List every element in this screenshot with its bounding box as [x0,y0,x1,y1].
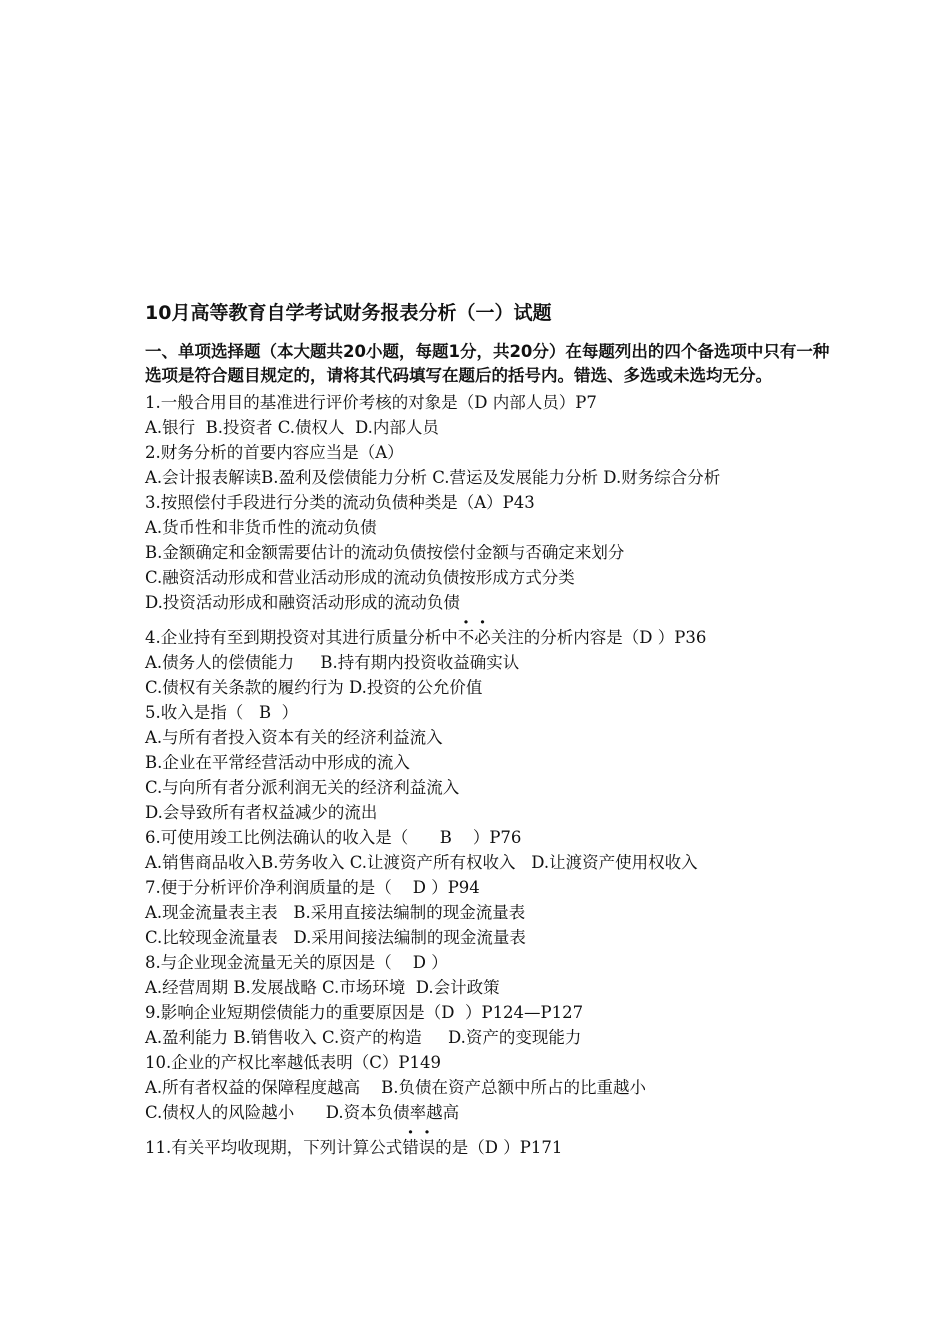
question-7: 7.便于分析评价净利润质量的是（ D ）P94 [145,878,480,897]
emphasis-char: 必 [474,628,491,647]
page-title: 10月高等教育自学考试财务报表分析（一）试题 [145,302,552,324]
question-7-options-cd: C.比较现金流量表 D.采用间接法编制的现金流量表 [145,928,526,947]
section-heading: 一、单项选择题（本大题共20小题，每题1分，共20分）在每题列出的四个备选项中只有一种选项是符合题目规定的，请将其代码填写在题后的括号内。错选、多选或未选均无分。 [145,342,830,385]
emphasis-char: 误 [418,1138,436,1157]
emphasis-char: 错 [402,1138,419,1157]
question-7-options-ab: A.现金流量表主表 B.采用直接法编制的现金流量表 [145,903,526,922]
question-5: 5.收入是指（ B ） [145,703,299,722]
question-3-option-a: A.货币性和非货币性的流动负债 [145,518,377,537]
question-2-options: A.会计报表解读B.盈利及偿债能力分析 C.营运及发展能力分析 D.财务综合分析 [145,468,721,487]
question-4-options-ab: A.债务人的偿债能力 B.持有期内投资收益确实认 [145,653,520,672]
question-3-option-b: B.金额确定和金额需要估计的流动负债按偿付金额与否确定来划分 [145,543,625,562]
question-4 [145,625,845,650]
question-11 [145,1135,845,1160]
question-9: 9.影响企业短期偿债能力的重要原因是（D ）P124—P127 [145,1003,584,1022]
question-8-options: A.经营周期 B.发展战略 C.市场环境 D.会计政策 [145,978,500,997]
question-3-option-d: D.投资活动形成和融资活动形成的流动负债 [145,593,460,612]
question-2: 2.财务分析的首要内容应当是（A） [145,443,404,462]
exam-page [145,300,845,1160]
question-6-options: A.销售商品收入B.劳务收入 C.让渡资产所有权收入 D.让渡资产使用权收入 [145,853,698,872]
question-4-text-end: 关注的分析内容是（D ）P36 [490,628,707,647]
question-10-options-ab: A.所有者权益的保障程度越高 B.负债在资产总额中所占的比重越小 [145,1078,647,1097]
question-10: 10.企业的产权比率越低表明（C）P149 [145,1053,441,1072]
question-5-option-c: C.与向所有者分派利润无关的经济利益流入 [145,778,460,797]
question-9-options: A.盈利能力 B.销售收入 C.资产的构造 D.资产的变现能力 [145,1028,582,1047]
question-8: 8.与企业现金流量无关的原因是（ D ） [145,953,448,972]
question-4-text-start: 4.企业持有至到期投资对其进行质量分析中 [145,628,458,647]
question-1: 1.一般合用目的基准进行评价考核的对象是（D 内部人员）P7 [145,393,597,412]
question-5-option-a: A.与所有者投入资本有关的经济利益流入 [145,728,443,747]
question-4-options-cd: C.债权有关条款的履约行为 D.投资的公允价值 [145,678,483,697]
question-10-options-cd: C.债权人的风险越小 D.资本负债率越高 [145,1103,460,1122]
question-3-option-c: C.融资活动形成和营业活动形成的流动负债按形成方式分类 [145,568,575,587]
question-3: 3.按照偿付手段进行分类的流动负债种类是（A）P43 [145,493,535,512]
question-6: 6.可使用竣工比例法确认的收入是（ B ）P76 [145,828,522,847]
emphasis-char: 不 [457,628,475,647]
question-5-option-b: B.企业在平常经营活动中形成的流入 [145,753,410,772]
question-11-text-start: 11.有关平均收现期，下列计算公式 [145,1138,403,1157]
question-1-options: A.银行 B.投资者 C.债权人 D.内部人员 [145,418,439,437]
question-5-option-d: D.会导致所有者权益减少的流出 [145,803,378,822]
question-11-text-end: 的是（D ）P171 [435,1138,563,1157]
